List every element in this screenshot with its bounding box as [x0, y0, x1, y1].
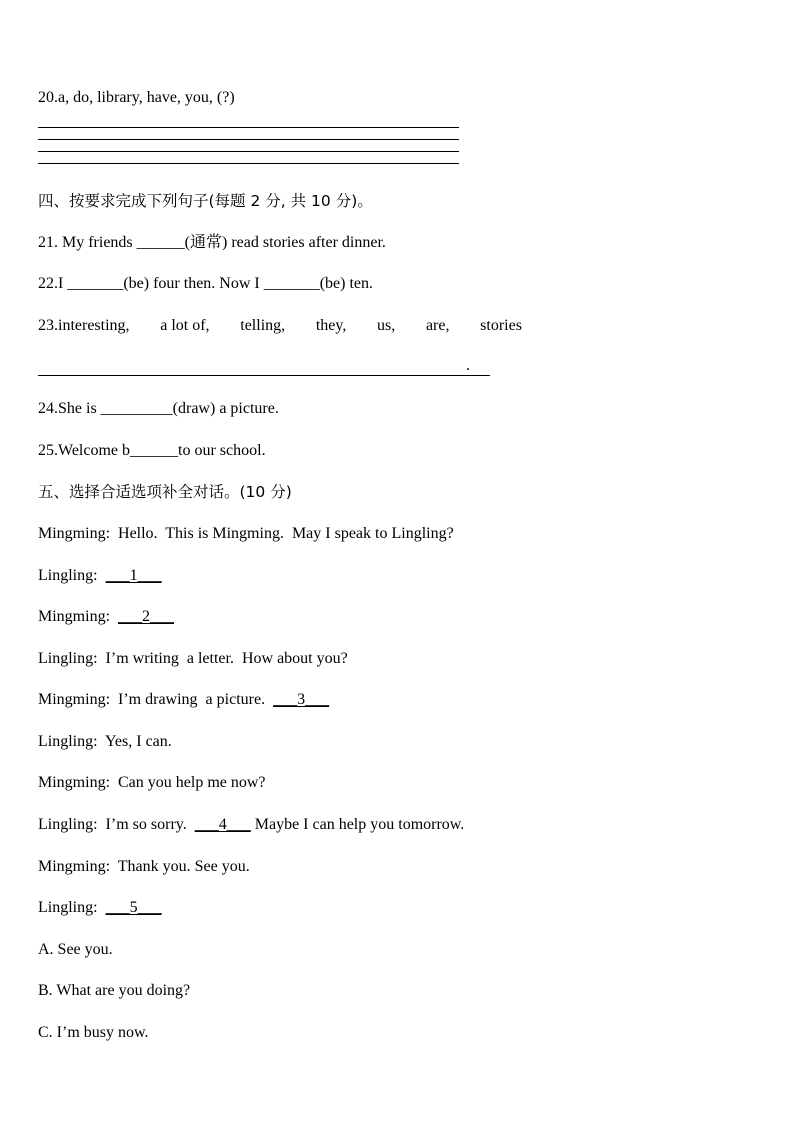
question-23-word: a lot of, [160, 317, 210, 334]
question-23-word: are, [425, 317, 450, 334]
question-24: 24.She is _________(draw) a picture. [38, 400, 279, 417]
dialogue-line: Lingling: I’m so sorry. ___4___ Maybe I can help you tomorrow. [38, 816, 465, 833]
section-4-heading: 四、按要求完成下列句子(每题 2 分, 共 10 分)。 [38, 192, 373, 210]
dialogue-line: Lingling: I’m writing a letter. How about you? [38, 650, 348, 667]
dialogue-line: Mingming: Can you help me now? [38, 774, 266, 791]
question-21: 21. My friends ______(通常) read stories after dinner. [38, 234, 386, 251]
option-c: C. I’m busy now. [38, 1024, 149, 1041]
question-20: 20.a, do, library, have, you, (?) [38, 89, 235, 106]
dialogue-blank: ___2___ [118, 608, 175, 625]
option-a: A. See you. [38, 941, 113, 958]
question-23-end-mark: . [466, 357, 470, 374]
answer-line-23 [38, 375, 490, 376]
dialogue-blank: ___4___ [194, 816, 251, 833]
dialogue-blank: ___3___ [273, 691, 330, 708]
answer-line-20-3 [38, 151, 459, 152]
answer-line-20-1 [38, 127, 459, 128]
dialogue-line: Lingling: Yes, I can. [38, 733, 172, 750]
dialogue-line: Mingming: I’m drawing a picture. ___3___ [38, 691, 330, 708]
dialogue-line: Mingming: Thank you. See you. [38, 858, 250, 875]
dialogue-blank: ___5___ [105, 899, 162, 916]
option-b: B. What are you doing? [38, 982, 191, 999]
question-23-word: telling, [240, 317, 286, 334]
question-23-word: stories [480, 317, 522, 334]
question-25: 25.Welcome b______to our school. [38, 442, 266, 459]
answer-line-20-2 [38, 139, 459, 140]
section-5-heading: 五、选择合适选项补全对话。(10 分) [38, 483, 292, 501]
question-23-word: us, [377, 317, 396, 334]
dialogue-blank: ___1___ [105, 567, 162, 584]
dialogue-line: Mingming: ___2___ [38, 608, 175, 625]
question-23-word: they, [315, 317, 347, 334]
answer-line-20-4 [38, 163, 459, 164]
dialogue-line: Mingming: Hello. This is Mingming. May I speak to Lingling? [38, 525, 454, 542]
question-23-number: 23.interesting, [38, 317, 130, 334]
dialogue-line: Lingling: ___5___ [38, 899, 162, 916]
dialogue-line: Lingling: ___1___ [38, 567, 162, 584]
question-22: 22.I _______(be) four then. Now I _______(be) ten. [38, 275, 374, 292]
question-23 [38, 316, 522, 336]
